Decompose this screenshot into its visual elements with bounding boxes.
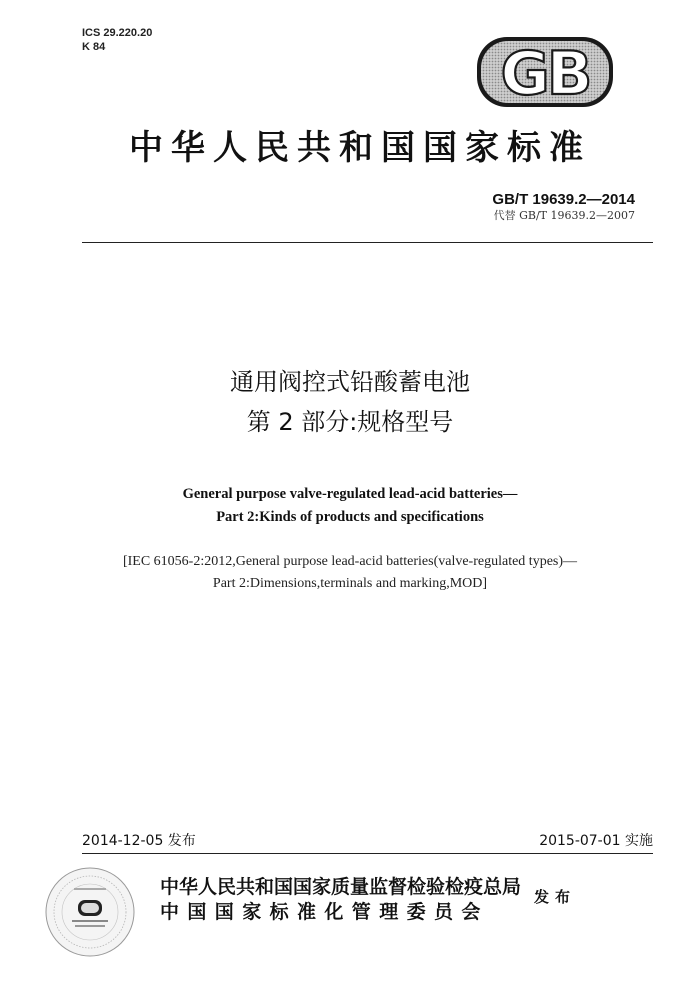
iec-reference [0, 551, 700, 595]
english-title-line1: General purpose valve-regulated lead-acid batteries— [182, 486, 518, 502]
national-standard-title: 中华人民共和国国家标准 [129, 128, 591, 168]
gb-logo-text: GB [500, 39, 590, 108]
chinese-title-line1: 通用阀控式铅酸蓄电池 [230, 368, 470, 396]
chinese-title-line2: 第 2 部分:规格型号 [246, 408, 454, 436]
ics-code: ICS 29.220.20 [82, 27, 153, 39]
gb-logo-icon [476, 36, 614, 108]
header-divider [82, 242, 653, 243]
iec-reference-line1: [IEC 61056-2:2012,General purpose lead-acid batteries(valve-regulated types)— [122, 554, 578, 569]
classification-codes [82, 26, 152, 54]
publish-label: 发布 [534, 888, 577, 906]
issue-date: 2014-12-05 发布 [82, 833, 196, 849]
anti-counterfeit-seal-icon [44, 866, 136, 958]
iec-reference-line2: Part 2:Dimensions,terminals and marking,MOD] [212, 576, 488, 591]
ccs-code: K 84 [82, 41, 106, 53]
issuer-aqsiq: 中华人民共和国国家质量监督检验检疫总局 [160, 876, 522, 898]
issuer-sac: 中国国家标准化管理委员会 [160, 901, 489, 923]
implementation-date: 2015-07-01 实施 [539, 833, 653, 849]
chinese-title [0, 362, 700, 442]
footer-divider [82, 853, 653, 854]
english-title-line2: Part 2:Kinds of products and specifications [216, 509, 484, 525]
standard-number: GB/T 19639.2—2014 [492, 191, 635, 208]
issuing-authorities [160, 875, 521, 925]
english-title [0, 483, 700, 529]
replaces-standard: 代替 GB/T 19639.2—2007 [493, 209, 635, 222]
standard-number-block [400, 191, 635, 223]
